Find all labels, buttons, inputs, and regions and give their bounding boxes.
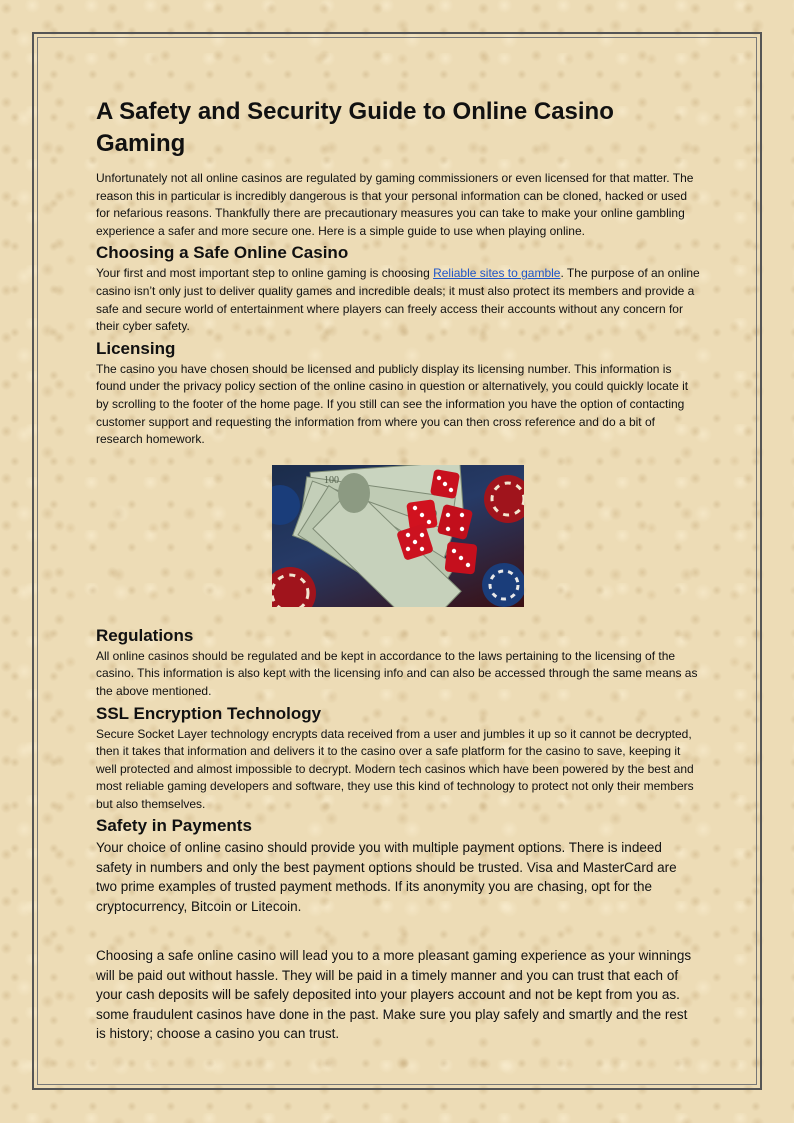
page-title: A Safety and Security Guide to Online Casino Gaming <box>96 98 614 157</box>
document-body <box>96 96 700 1044</box>
paragraph-spacer <box>96 916 700 946</box>
banknote-portrait-icon <box>338 473 370 513</box>
poker-chip-icon <box>272 485 300 525</box>
conclusion-paragraph: Choosing a safe online casino will lead you to a more pleasant gaming experience as your winnings will be paid out without hassle. They will be paid in a timely manner and you can trust that each of your cash deposits will be safely deposited into your players account and not be kept from you as. some fraudulent casinos have done in the past. Make sure you play safely and smartly and the rest is history; choose a casino you can trust. <box>96 948 692 1042</box>
ssl-paragraph: Secure Socket Layer technology encrypts data received from a user and jumbles it up so it cannot be decrypted, then it takes that information and delivers it to the casino over a safe platform for the casino to save, keeping it well protected and almost impossible to decrypt. Modern tech casinos which have been powered by the best and most reliable gaming developers and software, they use this kind of technology to protect not only their members but also themselves. <box>96 726 694 811</box>
poker-chip-icon <box>272 567 316 607</box>
choosing-paragraph <box>96 265 700 335</box>
figure-container <box>96 465 700 607</box>
money-and-dice-illustration <box>272 465 524 607</box>
licensing-paragraph: The casino you have chosen should be licensed and publicly display its licensing number. This information is found under the privacy policy section of the online casino in question or alternatively, you could quickly locate it by scrolling to the footer of the home page. If you still can see the information you have the option of contacting customer support and requesting the information from where you can then cross reference and do a bit of research homework. <box>96 361 689 447</box>
heading-safety-in-payments: Safety in Payments <box>96 816 252 836</box>
payments-paragraph: Your choice of online casino should provide you with multiple payment options. There is indeed safety in numbers and only the best payment options should be trusted. Visa and MasterCard are two prime examples of trusted payment methods. If its anonymity you are chasing, opt for the cryptocurrency, Bitcoin or Litecoin. <box>96 840 677 914</box>
heading-choosing-safe-casino: Choosing a Safe Online Casino <box>96 243 349 263</box>
heading-ssl-encryption: SSL Encryption Technology <box>96 703 322 723</box>
heading-regulations: Regulations <box>96 625 194 645</box>
choosing-text-before: Your first and most important step to online gaming is choosing <box>96 266 434 281</box>
choosing-text-after: . The purpose of an online casino isn’t only just to deliver quality games and incredible deals; it must also protect its members and provide a safe and secure world of entertainment where players can freely access their accounts without any concern for their cyber safety. <box>96 266 700 334</box>
heading-licensing: Licensing <box>96 338 176 358</box>
banknote-denomination: 100 <box>324 474 339 486</box>
money-and-dice-image <box>272 465 524 607</box>
regulations-paragraph: All online casinos should be regulated and be kept in accordance to the laws pertaining to the licensing of the casino. This information is also kept with the licensing info and can also be accessed through the same means as the above mentioned. <box>96 648 698 698</box>
intro-paragraph: Unfortunately not all online casinos are regulated by gaming commissioners or even licensed for that matter. The reason this in particular is incredibly dangerous is that your personal information can be cloned, hacked or used for nefarious reasons. Thankfully there are precautionary measures you can take to make your online gambling experience a safer and more secure one. Here is a simple guide to use when playing online. <box>96 171 694 238</box>
reliable-sites-link[interactable]: Reliable sites to gamble <box>433 266 561 281</box>
